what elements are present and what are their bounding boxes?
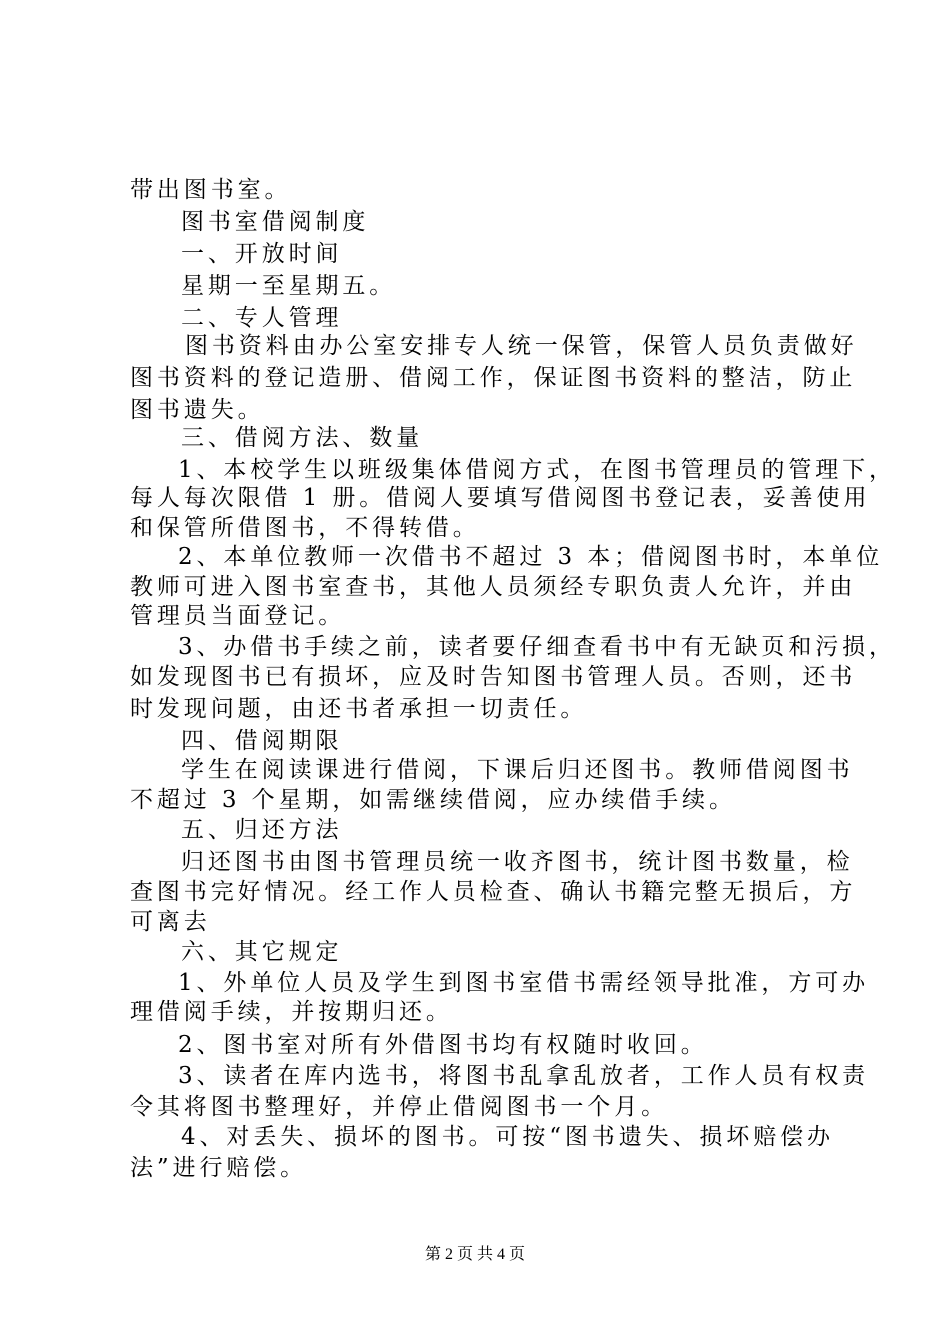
text-line: 法”进行赔偿。: [130, 1155, 308, 1181]
section-heading: 一、开放时间: [181, 241, 343, 267]
text-line: 教师可进入图书室查书，其他人员须经专职负责人允许，并由: [130, 574, 857, 600]
text-line: 带出图书室。: [130, 177, 292, 203]
text-line: 令其将图书整理好，并停止借阅图书一个月。: [130, 1094, 668, 1120]
text-line: 归还图书由图书管理员统一收齐图书，统计图书数量，检: [181, 849, 854, 875]
text-line: 2、本单位教师一次借书不超过 3 本；借阅图书时，本单位: [178, 544, 884, 570]
text-line: 图书资料由办公室安排专人统一保管，保管人员负责做好: [185, 333, 858, 359]
text-line: 图书资料的登记造册、借阅工作，保证图书资料的整洁，防止: [130, 365, 857, 391]
text-line: 可离去: [130, 909, 211, 935]
text-line: 2、图书室对所有外借图书均有权随时收回。: [178, 1032, 708, 1058]
text-line: 每人每次限借 1 册。借阅人要填写借阅图书登记表，妥善使用: [130, 485, 871, 511]
section-heading: 五、归还方法: [181, 817, 343, 843]
text-line: 理借阅手续，并按期归还。: [130, 999, 453, 1025]
section-heading: 四、借阅期限: [181, 728, 343, 754]
text-line: 4、对丢失、损坏的图书。可按“图书遗失、损坏赔偿办: [181, 1124, 834, 1150]
text-line: 学生在阅读课进行借阅，下课后归还图书。教师借阅图书: [181, 757, 854, 783]
section-heading: 三、借阅方法、数量: [181, 425, 424, 451]
text-line: 时发现问题，由还书者承担一切责任。: [130, 696, 588, 722]
text-line: 和保管所借图书，不得转借。: [130, 515, 480, 541]
text-line: 图书遗失。: [130, 397, 265, 423]
text-line: 1、本校学生以班级集体借阅方式，在图书管理员的管理下，: [178, 457, 896, 483]
text-line: 如发现图书已有损坏，应及时告知图书管理人员。否则，还书: [130, 664, 857, 690]
text-line: 3、读者在库内选书，将图书乱拿乱放者，工作人员有权责: [178, 1063, 870, 1089]
text-line: 1、外单位人员及学生到图书室借书需经领导批准，方可办: [178, 970, 870, 996]
text-line: 3、办借书手续之前，读者要仔细查看书中有无缺页和污损，: [178, 634, 896, 660]
text-line: 星期一至星期五。: [181, 273, 397, 299]
section-heading: 六、其它规定: [181, 939, 343, 965]
text-line: 不超过 3 个星期，如需继续借阅，应办续借手续。: [130, 787, 736, 813]
text-line: 查图书完好情况。经工作人员检查、确认书籍完整无损后，方: [130, 879, 857, 905]
page-indicator: 第 2 页 共 4 页: [424, 1246, 525, 1263]
text-line: 管理员当面登记。: [130, 603, 346, 629]
section-title: 图书室借阅制度: [181, 209, 370, 235]
section-heading: 二、专人管理: [181, 305, 343, 331]
